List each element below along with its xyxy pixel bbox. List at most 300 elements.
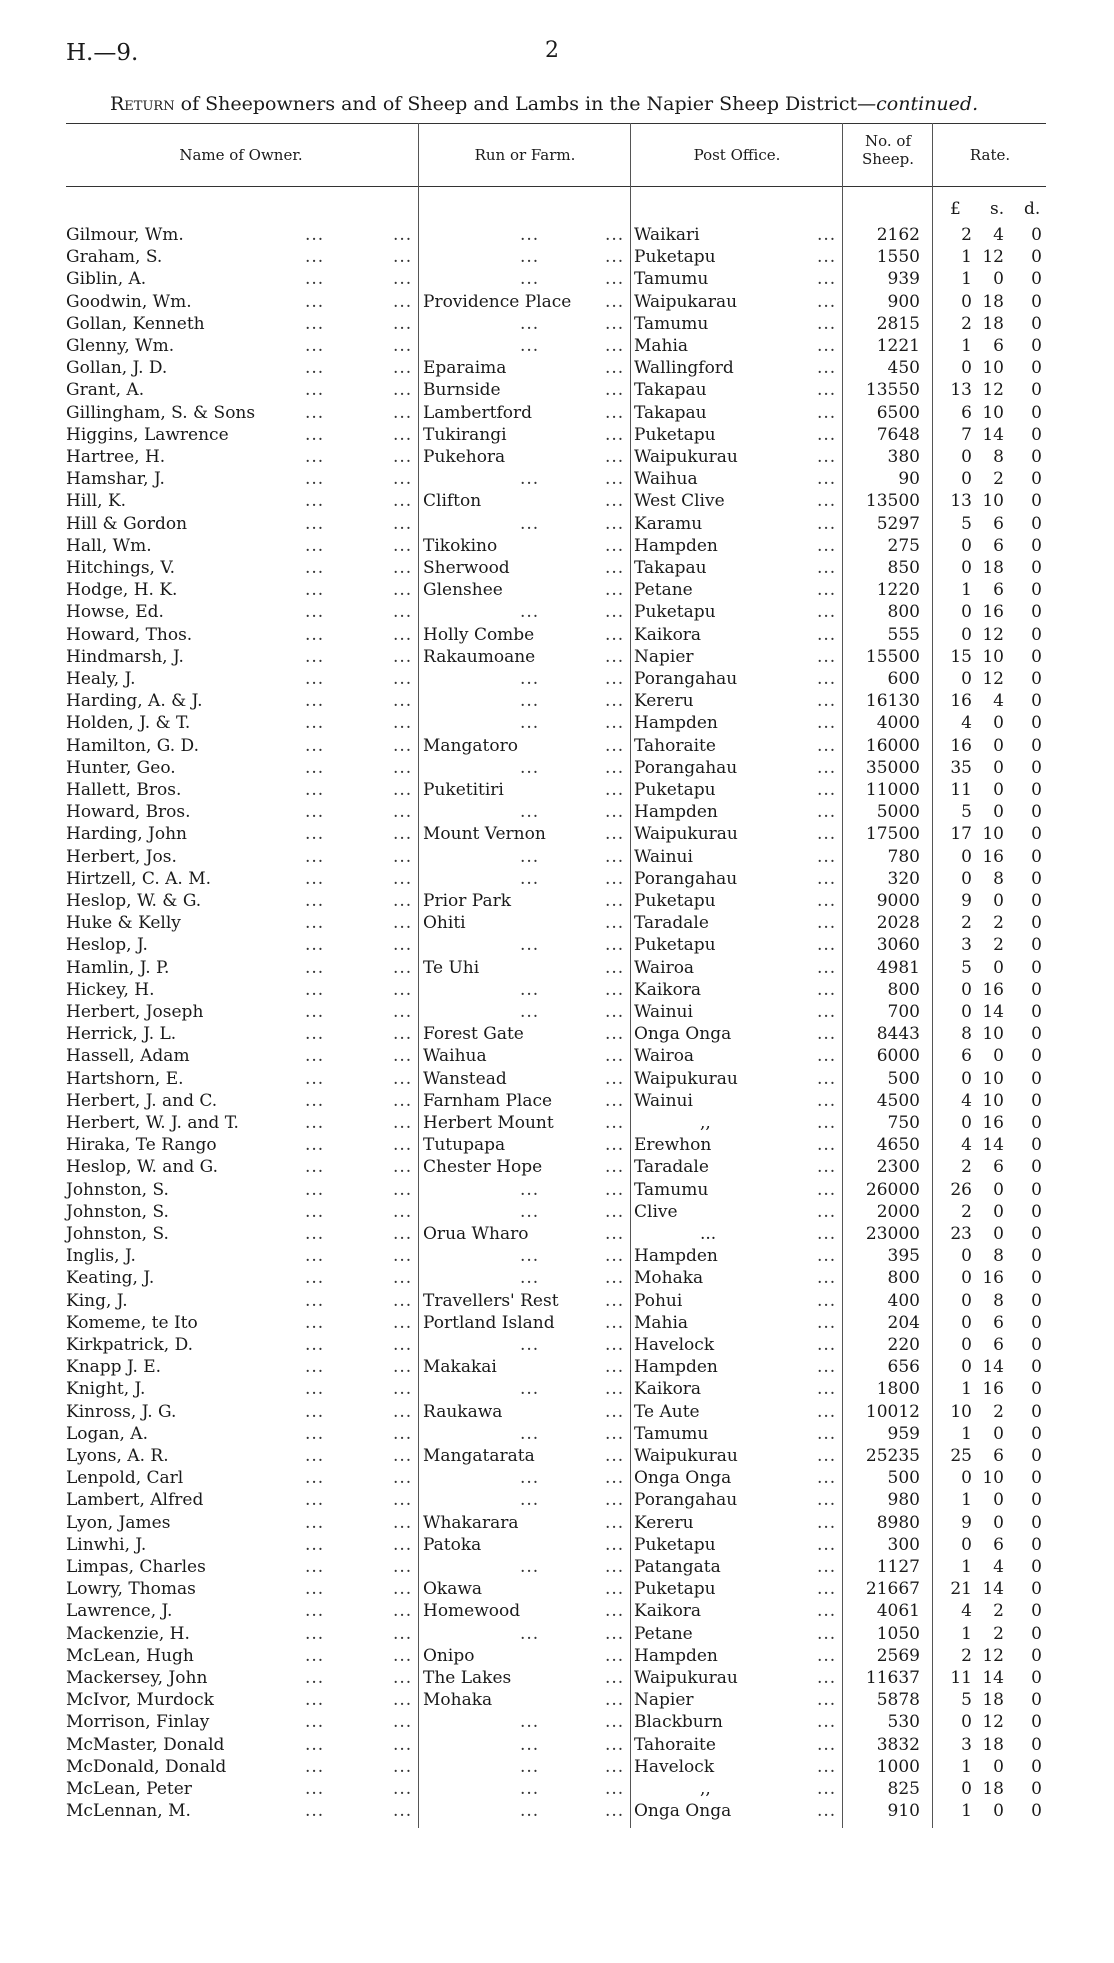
- owner-name: Hickey, H.: [66, 979, 155, 1000]
- leader-dots: ...: [605, 1312, 625, 1333]
- sheep-count: 1221: [876, 336, 920, 356]
- rate-shillings: 0: [993, 757, 1004, 778]
- owner-name: Healy, J.: [66, 669, 136, 689]
- leader-dots: ...: [605, 1490, 625, 1511]
- leader-dots: ...: [605, 1423, 625, 1444]
- leader-dots: ...: [605, 336, 625, 356]
- leader-dots: ...: [605, 580, 625, 601]
- owner-name: Kinross, J. G.: [66, 1401, 177, 1422]
- rate-shillings: 10: [982, 1468, 1004, 1489]
- header-no-of-sheep: [844, 132, 932, 168]
- leader-dots: ...: [393, 735, 413, 756]
- rate-shillings: 0: [993, 1490, 1004, 1511]
- rate-pence: 0: [1031, 1113, 1042, 1133]
- rate-shillings: 10: [982, 1090, 1004, 1111]
- leader-dots: ...: [817, 313, 837, 334]
- rate-pence: 0: [1031, 802, 1042, 823]
- rate-pounds: 23: [950, 1224, 972, 1244]
- leader-dots: ...: [305, 1601, 325, 1622]
- table-row: [0, 1600, 1114, 1622]
- run-or-farm: Patoka: [423, 1534, 482, 1555]
- owner-name: Gillingham, S. & Sons: [66, 402, 256, 423]
- rate-pence: 0: [1031, 1668, 1042, 1688]
- sheep-count: 21667: [865, 1579, 920, 1600]
- sheep-count: 4061: [876, 1601, 920, 1622]
- rate-pounds: 0: [961, 1468, 972, 1489]
- post-office: Blackburn: [634, 1712, 723, 1733]
- post-office: Puketapu: [634, 1579, 716, 1600]
- leader-dots: ...: [393, 513, 413, 534]
- rate-pounds: 1: [961, 1379, 972, 1400]
- leader-dots: ...: [817, 846, 837, 867]
- post-office: Te Aute: [634, 1401, 700, 1422]
- rate-pounds: 11: [950, 1668, 972, 1688]
- leader-dots: ...: [605, 1512, 625, 1533]
- post-office: Porangahau: [634, 868, 738, 889]
- owner-name: Lenpold, Carl: [66, 1468, 184, 1489]
- sheep-count: 11000: [865, 780, 920, 800]
- owner-name: Gilmour, Wm.: [66, 225, 184, 245]
- post-office: Porangahau: [634, 757, 738, 778]
- leader-dots: ...: [305, 846, 325, 867]
- header-run-or-farm: Run or Farm.: [474, 146, 576, 164]
- owner-name: Morrison, Finlay: [66, 1712, 210, 1733]
- run-or-farm: ...: [520, 757, 540, 778]
- rate-pence: 0: [1031, 691, 1042, 712]
- sheep-count: 6500: [876, 402, 920, 423]
- sheep-count: 16000: [865, 735, 920, 756]
- table-row: [0, 313, 1114, 335]
- leader-dots: ...: [817, 1756, 837, 1777]
- leader-dots: ...: [605, 1557, 625, 1577]
- leader-dots: ...: [605, 979, 625, 1000]
- leader-dots: ...: [605, 713, 625, 734]
- post-office: Waipukurau: [634, 1668, 738, 1688]
- rate-pounds: 0: [961, 868, 972, 889]
- run-or-farm: Tutupapa: [423, 1135, 506, 1156]
- header-bottom-rule: [66, 186, 1046, 187]
- post-office: Waikari: [634, 225, 700, 245]
- leader-dots: ...: [305, 602, 325, 623]
- sheep-count: 7648: [876, 424, 920, 445]
- rate-pounds: 8: [961, 1024, 972, 1045]
- leader-dots: ...: [305, 735, 325, 756]
- leader-dots: ...: [393, 713, 413, 734]
- post-office: Waipukarau: [634, 291, 738, 312]
- leader-dots: ...: [305, 1335, 325, 1355]
- run-or-farm: ...: [520, 802, 540, 823]
- leader-dots: ...: [393, 1557, 413, 1577]
- leader-dots: ...: [393, 313, 413, 334]
- leader-dots: ...: [393, 491, 413, 512]
- rate-pence: 0: [1031, 513, 1042, 534]
- leader-dots: ...: [393, 1002, 413, 1022]
- leader-dots: ...: [817, 868, 837, 889]
- owner-name: Johnston, S.: [66, 1179, 169, 1200]
- table-row: [0, 268, 1114, 290]
- rate-pence: 0: [1031, 1468, 1042, 1489]
- rate-pounds: 2: [961, 1157, 972, 1178]
- table-row: [0, 957, 1114, 979]
- rate-pence: 0: [1031, 735, 1042, 756]
- leader-dots: ...: [605, 1401, 625, 1422]
- owner-name: Grant, A.: [66, 380, 145, 401]
- leader-dots: ...: [305, 1046, 325, 1067]
- owner-name: Linwhi, J.: [66, 1534, 147, 1555]
- leader-dots: ...: [817, 402, 837, 423]
- sheep-count: 2000: [876, 1201, 920, 1222]
- sheep-count: 5878: [876, 1690, 920, 1711]
- leader-dots: ...: [605, 535, 625, 556]
- owner-name: King, J.: [66, 1290, 128, 1311]
- leader-dots: ...: [305, 1379, 325, 1400]
- run-or-farm: Makakai: [423, 1357, 497, 1378]
- leader-dots: ...: [393, 1534, 413, 1555]
- owner-name: Howard, Thos.: [66, 624, 193, 645]
- rate-pence: 0: [1031, 1090, 1042, 1111]
- post-office: Waipukurau: [634, 1068, 738, 1089]
- sheep-count: 9000: [876, 891, 920, 911]
- rate-shillings: 0: [993, 269, 1004, 290]
- leader-dots: ...: [817, 1557, 837, 1577]
- table-row: [0, 1290, 1114, 1312]
- rate-pence: 0: [1031, 868, 1042, 889]
- owner-name: Higgins, Lawrence: [66, 424, 229, 445]
- leader-dots: ...: [605, 1734, 625, 1755]
- leader-dots: ...: [393, 891, 413, 911]
- rate-pence: 0: [1031, 247, 1042, 268]
- leader-dots: ...: [305, 291, 325, 312]
- run-or-farm: ...: [520, 713, 540, 734]
- rate-shillings: 6: [993, 580, 1004, 601]
- leader-dots: ...: [393, 535, 413, 556]
- leader-dots: ...: [305, 313, 325, 334]
- leader-dots: ...: [393, 1379, 413, 1400]
- table-row: [0, 1245, 1114, 1267]
- run-or-farm: Lambertford: [423, 402, 532, 423]
- sheep-count: 204: [887, 1312, 920, 1333]
- leader-dots: ...: [817, 1224, 837, 1244]
- leader-dots: ...: [817, 1268, 837, 1289]
- rate-shillings: 6: [993, 1157, 1004, 1178]
- leader-dots: ...: [817, 802, 837, 823]
- rate-shillings: 4: [993, 1557, 1004, 1577]
- post-office: Tamumu: [634, 1179, 709, 1200]
- rate-shillings: 12: [982, 380, 1004, 401]
- rate-pounds: 17: [950, 824, 972, 845]
- leader-dots: ...: [817, 624, 837, 645]
- rate-shillings: 16: [982, 1113, 1004, 1133]
- owner-name: McIvor, Murdock: [66, 1690, 214, 1711]
- rate-shillings: 4: [993, 225, 1004, 245]
- leader-dots: ...: [393, 225, 413, 245]
- run-or-farm: ...: [520, 1201, 540, 1222]
- post-office: Takapau: [634, 380, 707, 401]
- leader-dots: ...: [393, 1601, 413, 1622]
- sheep-count: 16130: [865, 691, 920, 712]
- rate-pounds: 16: [950, 735, 972, 756]
- run-or-farm: Prior Park: [423, 891, 512, 911]
- rate-pence: 0: [1031, 336, 1042, 356]
- rate-pence: 0: [1031, 1734, 1042, 1755]
- leader-dots: ...: [605, 935, 625, 956]
- run-or-farm: ...: [520, 513, 540, 534]
- leader-dots: ...: [605, 1135, 625, 1156]
- leader-dots: ...: [817, 780, 837, 800]
- rate-pounds: 0: [961, 669, 972, 689]
- rate-pounds: 0: [961, 535, 972, 556]
- owner-name: Heslop, W. & G.: [66, 891, 202, 911]
- rate-pounds: 0: [961, 291, 972, 312]
- owner-name: Mackersey, John: [66, 1668, 208, 1688]
- leader-dots: ...: [605, 491, 625, 512]
- leader-dots: ...: [817, 513, 837, 534]
- owner-name: Gollan, J. D.: [66, 358, 168, 379]
- leader-dots: ...: [305, 380, 325, 401]
- post-office: Clive: [634, 1201, 678, 1222]
- owner-name: Hamlin, J. P.: [66, 957, 170, 978]
- rate-shillings: 18: [982, 1779, 1004, 1799]
- table-row: [0, 424, 1114, 446]
- rate-pounds: 16: [950, 691, 972, 712]
- rate-pence: 0: [1031, 1801, 1042, 1822]
- table-row: [0, 1734, 1114, 1756]
- rate-pence: 0: [1031, 535, 1042, 556]
- leader-dots: ...: [305, 935, 325, 956]
- rate-pence: 0: [1031, 780, 1042, 800]
- rate-shillings: 14: [982, 424, 1004, 445]
- leader-dots: ...: [605, 868, 625, 889]
- leader-dots: ...: [305, 247, 325, 268]
- leader-dots: ...: [305, 1579, 325, 1600]
- rate-shillings: 0: [993, 1512, 1004, 1533]
- post-office: Havelock: [634, 1756, 715, 1777]
- sheep-count: 10012: [865, 1401, 920, 1422]
- owner-name: Keating, J.: [66, 1268, 155, 1289]
- rate-pence: 0: [1031, 1557, 1042, 1577]
- leader-dots: ...: [605, 691, 625, 712]
- leader-dots: ...: [817, 247, 837, 268]
- owner-name: Hirtzell, C. A. M.: [66, 868, 212, 889]
- post-office: Onga Onga: [634, 1801, 732, 1822]
- leader-dots: ...: [605, 802, 625, 823]
- leader-dots: ...: [605, 269, 625, 290]
- rate-shillings: 16: [982, 1268, 1004, 1289]
- leader-dots: ...: [393, 358, 413, 379]
- owner-name: Harding, John: [66, 824, 187, 845]
- leader-dots: ...: [305, 824, 325, 845]
- table-row: [0, 1068, 1114, 1090]
- leader-dots: ...: [305, 1756, 325, 1777]
- owner-name: Johnston, S.: [66, 1224, 169, 1244]
- leader-dots: ...: [393, 1623, 413, 1644]
- leader-dots: ...: [605, 780, 625, 800]
- post-office: ...: [700, 1224, 717, 1244]
- table-row: [0, 624, 1114, 646]
- table-row: [0, 1667, 1114, 1689]
- rate-pence: 0: [1031, 1268, 1042, 1289]
- rate-pence: 0: [1031, 891, 1042, 911]
- table-row: [0, 912, 1114, 934]
- sheep-count: 8980: [876, 1512, 920, 1533]
- post-office: Hampden: [634, 1645, 718, 1666]
- sheep-count: 2569: [876, 1645, 920, 1666]
- post-office: ,,: [700, 1113, 711, 1133]
- run-or-farm: ...: [520, 313, 540, 334]
- post-office: Kereru: [634, 691, 694, 712]
- sheep-count: 23000: [865, 1224, 920, 1244]
- rate-pence: 0: [1031, 1645, 1042, 1666]
- table-row: [0, 979, 1114, 1001]
- leader-dots: ...: [817, 1290, 837, 1311]
- rate-pence: 0: [1031, 313, 1042, 334]
- rate-pounds: 0: [961, 1113, 972, 1133]
- leader-dots: ...: [605, 1290, 625, 1311]
- rate-shillings: 6: [993, 1312, 1004, 1333]
- post-office: Napier: [634, 1690, 694, 1711]
- run-or-farm: Portland Island: [423, 1312, 555, 1333]
- owner-name: Heslop, J.: [66, 935, 148, 956]
- rate-pence: 0: [1031, 1446, 1042, 1466]
- header-post-office: Post Office.: [693, 146, 781, 164]
- sheep-count: 3060: [876, 935, 920, 956]
- sheep-count: 939: [887, 269, 920, 290]
- rate-pounds: 6: [961, 402, 972, 423]
- leader-dots: ...: [305, 1024, 325, 1045]
- rate-pounds: 6: [961, 1046, 972, 1067]
- sheep-count: 850: [887, 558, 920, 578]
- leader-dots: ...: [605, 1712, 625, 1733]
- rate-pounds: 0: [961, 1357, 972, 1378]
- sheep-count: 320: [887, 868, 920, 889]
- table-row: [0, 1312, 1114, 1334]
- leader-dots: ...: [305, 780, 325, 800]
- rate-pounds: 9: [961, 891, 972, 911]
- sheep-count: 4981: [876, 957, 920, 978]
- rate-shillings: 14: [982, 1579, 1004, 1600]
- leader-dots: ...: [817, 1090, 837, 1111]
- leader-dots: ...: [817, 913, 837, 934]
- run-or-farm: ...: [520, 1002, 540, 1022]
- sheep-count: 2028: [876, 913, 920, 934]
- leader-dots: ...: [393, 336, 413, 356]
- table-row: [0, 757, 1114, 779]
- leader-dots: ...: [393, 646, 413, 667]
- leader-dots: ...: [605, 380, 625, 401]
- rate-shillings: 16: [982, 979, 1004, 1000]
- rate-pounds: 1: [961, 1423, 972, 1444]
- post-office: Tamumu: [634, 313, 709, 334]
- sheep-count: 380: [887, 447, 920, 467]
- leader-dots: ...: [817, 1779, 837, 1799]
- rate-pounds: 1: [961, 1490, 972, 1511]
- sheep-count: 1127: [876, 1557, 920, 1577]
- leader-dots: ...: [605, 558, 625, 578]
- rate-shillings: 10: [982, 646, 1004, 667]
- rate-shillings: 0: [993, 1801, 1004, 1822]
- leader-dots: ...: [817, 1046, 837, 1067]
- rate-pence: 0: [1031, 624, 1042, 645]
- leader-dots: ...: [393, 1224, 413, 1244]
- rate-pence: 0: [1031, 580, 1042, 601]
- leader-dots: ...: [393, 402, 413, 423]
- rate-pence: 0: [1031, 1201, 1042, 1222]
- leader-dots: ...: [605, 891, 625, 911]
- leader-dots: ...: [393, 1135, 413, 1156]
- post-office: Puketapu: [634, 424, 716, 445]
- run-or-farm: Okawa: [423, 1579, 483, 1600]
- leader-dots: ...: [817, 558, 837, 578]
- rate-shillings: 18: [982, 1690, 1004, 1711]
- leader-dots: ...: [605, 957, 625, 978]
- leader-dots: ...: [393, 1335, 413, 1355]
- rate-pence: 0: [1031, 1290, 1042, 1311]
- owner-name: Huke & Kelly: [66, 913, 181, 934]
- leader-dots: ...: [817, 1312, 837, 1333]
- leader-dots: ...: [305, 358, 325, 379]
- owner-name: Hamilton, G. D.: [66, 735, 199, 756]
- leader-dots: ...: [305, 669, 325, 689]
- owner-name: Lyons, A. R.: [66, 1446, 169, 1466]
- rate-pounds: 4: [961, 1090, 972, 1111]
- table-row: [0, 1623, 1114, 1645]
- leader-dots: ...: [305, 1557, 325, 1577]
- owner-name: Herbert, Joseph: [66, 1002, 204, 1022]
- leader-dots: ...: [393, 824, 413, 845]
- leader-dots: ...: [393, 935, 413, 956]
- post-office: Kaikora: [634, 979, 702, 1000]
- leader-dots: ...: [305, 1179, 325, 1200]
- table-row: [0, 557, 1114, 579]
- leader-dots: ...: [305, 1246, 325, 1267]
- rate-pence: 0: [1031, 269, 1042, 290]
- run-or-farm: ...: [520, 846, 540, 867]
- leader-dots: ...: [605, 1756, 625, 1777]
- post-office: Wairoa: [634, 957, 695, 978]
- rate-pounds: 2: [961, 313, 972, 334]
- owner-name: Hill & Gordon: [66, 513, 188, 534]
- run-or-farm: Burnside: [423, 380, 501, 401]
- owner-name: Harding, A. & J.: [66, 691, 203, 712]
- owner-name: McLennan, M.: [66, 1801, 191, 1822]
- owner-name: Logan, A.: [66, 1423, 148, 1444]
- leader-dots: ...: [605, 624, 625, 645]
- post-office: Puketapu: [634, 602, 716, 623]
- leader-dots: ...: [305, 1512, 325, 1533]
- table-row: [0, 1512, 1114, 1534]
- table-row: [0, 779, 1114, 801]
- run-or-farm: ...: [520, 1557, 540, 1577]
- run-or-farm: ...: [520, 1179, 540, 1200]
- owner-name: Goodwin, Wm.: [66, 291, 192, 312]
- sheep-count: 800: [887, 1268, 920, 1289]
- post-office: Tahoraite: [634, 1734, 716, 1755]
- rate-shillings: 0: [993, 1423, 1004, 1444]
- leader-dots: ...: [817, 1157, 837, 1178]
- owner-name: Herbert, W. J. and T.: [66, 1113, 239, 1133]
- table-row: [0, 402, 1114, 424]
- leader-dots: ...: [817, 1135, 837, 1156]
- leader-dots: ...: [605, 291, 625, 312]
- run-or-farm: Pukehora: [423, 447, 506, 467]
- post-office: Puketapu: [634, 1534, 716, 1555]
- post-office: Pohui: [634, 1290, 683, 1311]
- run-or-farm: Forest Gate: [423, 1024, 524, 1045]
- run-or-farm: ...: [520, 669, 540, 689]
- leader-dots: ...: [305, 1490, 325, 1511]
- leader-dots: ...: [817, 957, 837, 978]
- leader-dots: ...: [305, 957, 325, 978]
